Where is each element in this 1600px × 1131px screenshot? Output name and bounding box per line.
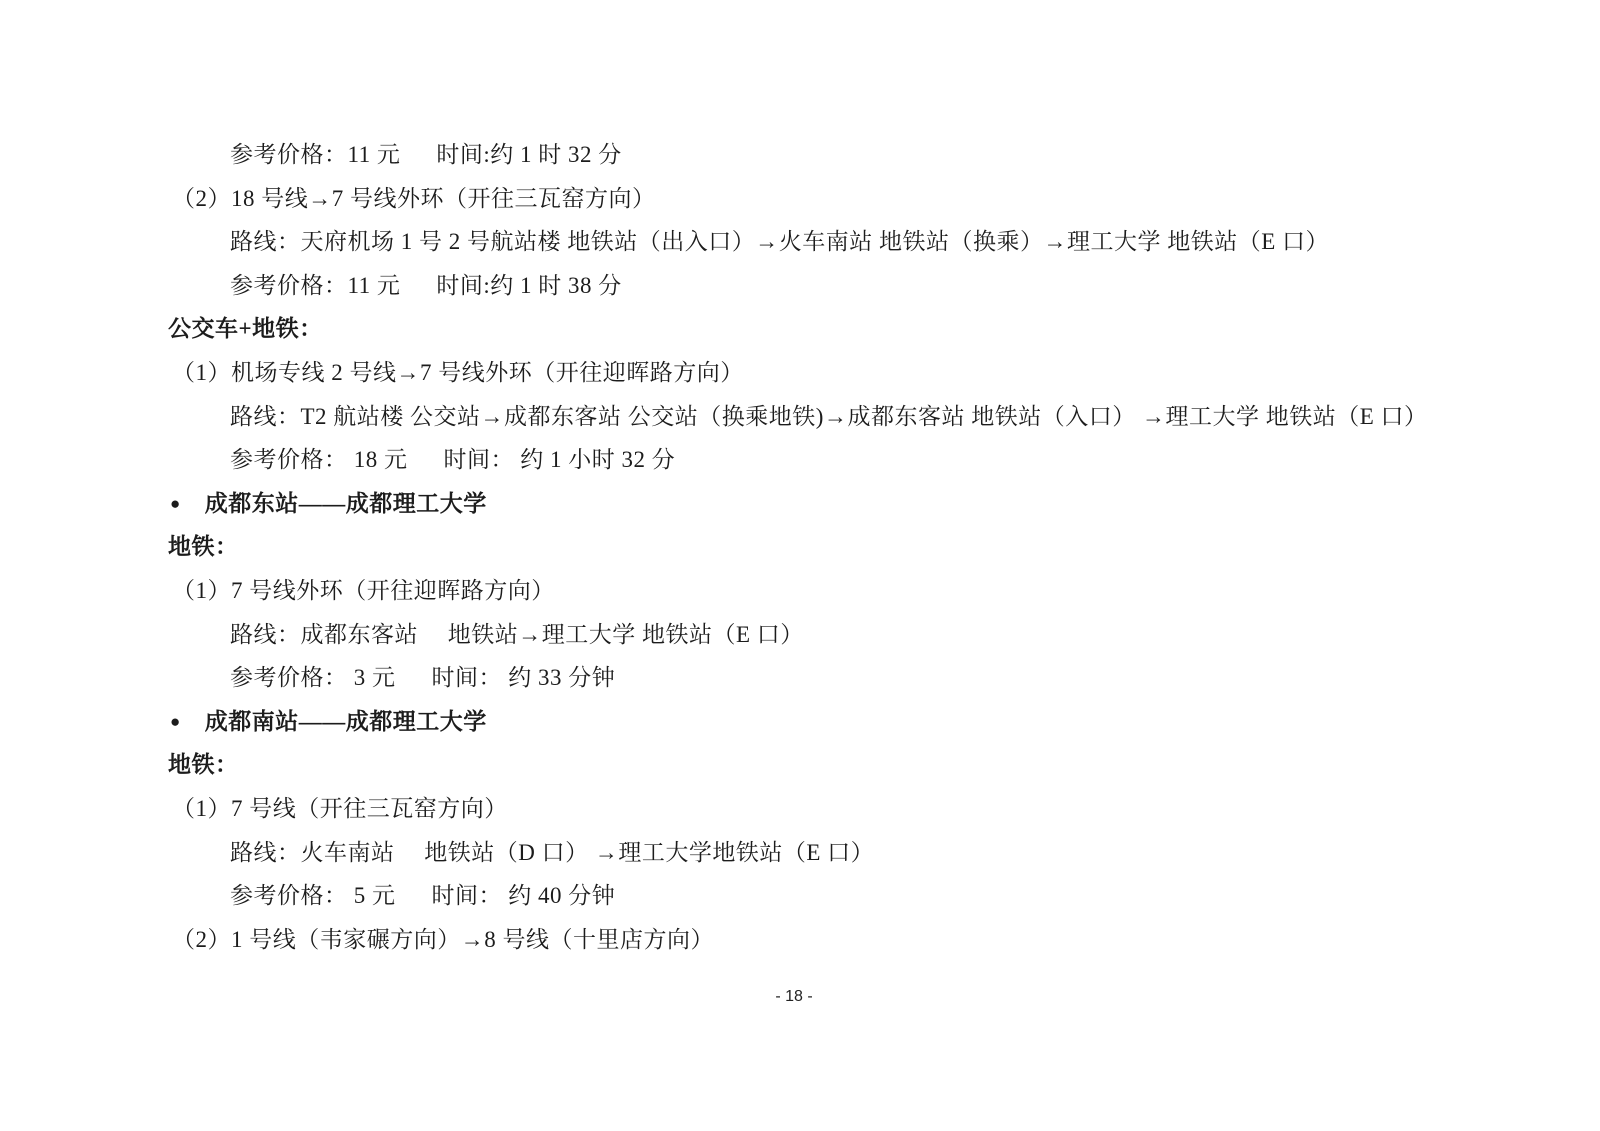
bullet-icon: ●: [170, 493, 181, 513]
fare-line: 参考价格： 18 元 时间： 约 1 小时 32 分: [230, 447, 676, 473]
station-heading-label: 成都东站——成都理工大学: [204, 490, 487, 516]
route-option-heading: （2）1 号线（韦家碾方向）→8 号线（十里店方向）: [172, 926, 714, 952]
page-footer: [0, 988, 1588, 1006]
route-option-heading: （2）18 号线→7 号线外环（开往三瓦窑方向）: [172, 185, 656, 211]
route-line: 路线：火车南站 地铁站（D 口） →理工大学地铁站（E 口）: [230, 839, 875, 865]
station-heading-east: [0, 482, 1600, 526]
station-heading-label: 成都南站——成都理工大学: [204, 708, 487, 734]
section-heading-metro: 地铁：: [168, 752, 239, 778]
fare-line: 参考价格：11 元 时间:约 1 时 32 分: [230, 142, 622, 167]
station-heading-south: [0, 700, 1600, 744]
route-option-heading: （1）7 号线（开往三瓦窑方向）: [172, 795, 508, 821]
fare-line: 参考价格：11 元 时间:约 1 时 38 分: [230, 272, 622, 298]
route-line: 路线：天府机场 1 号 2 号航站楼 地铁站（出入口）→火车南站 地铁站（换乘）→理工大学 地铁站（E 口）: [230, 229, 1330, 255]
fare-line: 参考价格： 5 元 时间： 约 40 分钟: [230, 883, 616, 909]
route-line: 路线：T2 航站楼 公交站→成都东客站 公交站（换乘地铁)→成都东客站 地铁站（入口） →理工大学 地铁站（E 口）: [230, 403, 1428, 429]
fare-line: 参考价格： 3 元 时间： 约 33 分钟: [230, 665, 616, 691]
page-number: - 18 -: [775, 988, 813, 1005]
bullet-icon: ●: [170, 711, 181, 731]
route-option-heading: （1）机场专线 2 号线→7 号线外环（开往迎晖路方向）: [172, 359, 744, 385]
document-body: [0, 133, 1600, 961]
route-line: 路线：成都东客站 地铁站→理工大学 地铁站（E 口）: [230, 621, 804, 647]
section-heading-metro: 地铁：: [168, 534, 239, 560]
route-option-heading: （1）7 号线外环（开往迎晖路方向）: [172, 577, 555, 603]
section-heading-bus-metro: 公交车+地铁：: [168, 316, 323, 342]
